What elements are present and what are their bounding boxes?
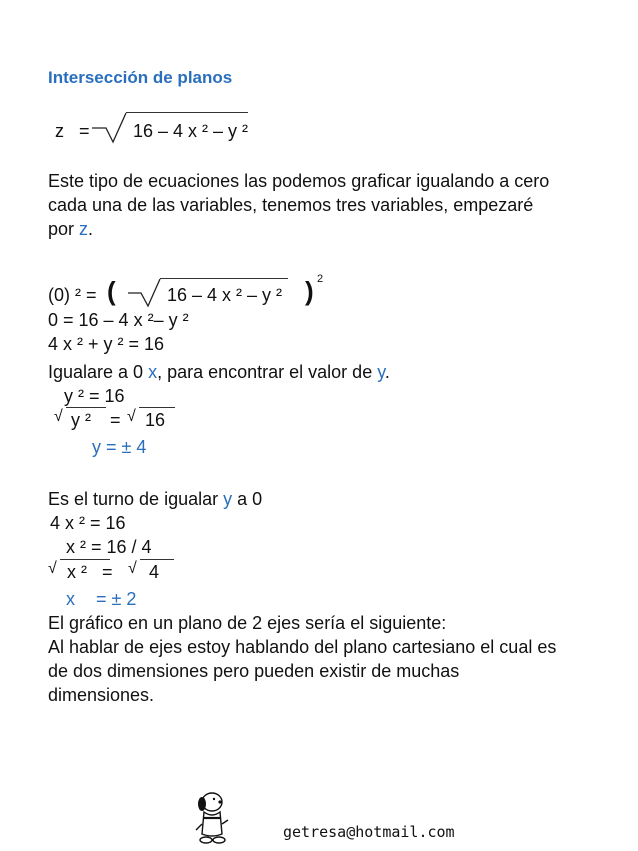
eq1-lhs: z (55, 121, 64, 141)
radical-sign: √ (128, 560, 137, 577)
page-title: Intersección de planos (48, 68, 233, 87)
paragraph-1 (48, 169, 608, 241)
eq12-right: 4 (149, 562, 160, 582)
paragraph-2-line-4: dimensiones. (48, 685, 155, 705)
instruction-text-b: , para encontrar el valor de (157, 362, 378, 382)
paragraph-1-line-3: por (48, 219, 80, 239)
radical-sign (128, 276, 164, 310)
eq11: x ² = 16 / 4 (66, 537, 152, 557)
eq13-result: = ± 2 (96, 589, 137, 609)
instruction-text-a: Igualare a 0 (48, 362, 149, 382)
paragraph-2-line-3: de dos dimensiones pero pueden existir de muchas (48, 661, 460, 681)
eq8-result: y = ± 4 (92, 437, 147, 457)
eq3: 0 = 16 – 4 x ²– y ² (48, 310, 189, 330)
radical-vinculum (140, 559, 174, 560)
eq2-radicand: 16 – 4 x ² – y ² (167, 285, 283, 305)
radical-sign: √ (54, 408, 63, 425)
eq1-equals: = (79, 121, 90, 141)
eq7-right: 16 (145, 410, 166, 430)
footer-email: getresa@hotmail.com (283, 823, 455, 841)
eq2-exponent: 2 (317, 273, 324, 285)
snoopy-illustration-icon (190, 790, 236, 846)
eq2-open-paren: ( (107, 276, 116, 306)
variable-y: y (223, 489, 233, 509)
eq12-equals: = (102, 562, 113, 582)
paragraph-1-line-1: Este tipo de ecuaciones las podemos graficar igualando a cero (48, 171, 550, 191)
radical-vinculum (126, 112, 248, 113)
instruction-line (48, 363, 390, 381)
radical-vinculum (139, 407, 175, 408)
paragraph-2-line-1: El gráfico en un plano de 2 ejes sería el siguiente: (48, 613, 447, 633)
radical-sign: √ (127, 408, 136, 425)
radical-sign: √ (48, 560, 57, 577)
variable-z: z (79, 219, 89, 239)
instruction-text-c: . (384, 362, 390, 382)
radical-vinculum (66, 407, 106, 408)
radical-vinculum (160, 278, 288, 279)
eq4: 4 x ² + y ² = 16 (48, 334, 165, 354)
paragraph-1-period: . (88, 219, 94, 239)
instruction-line (48, 490, 262, 508)
paragraph-2-line-2: Al hablar de ejes estoy hablando del plano cartesiano el cual es (48, 637, 557, 657)
eq6: y ² = 16 (64, 386, 125, 406)
eq7-left: y ² (71, 410, 91, 430)
eq10: 4 x ² = 16 (50, 513, 126, 533)
eq1-radicand: 16 – 4 x ² – y ² (133, 121, 249, 141)
radical-vinculum (60, 559, 110, 560)
variable-y: y (377, 362, 385, 382)
eq2-lhs: (0) ² = (48, 285, 97, 305)
eq13-x: x (66, 589, 75, 609)
eq12-left: x ² (67, 562, 87, 582)
radical-sign (92, 110, 128, 146)
paragraph-2 (48, 611, 608, 707)
instruction-text-a: Es el turno de igualar (48, 489, 224, 509)
instruction-text-b: a 0 (232, 489, 263, 509)
eq7-equals: = (110, 410, 121, 430)
eq2-close-paren: ) (305, 276, 314, 306)
paragraph-1-line-2: cada una de las variables, tenemos tres variables, empezaré (48, 195, 534, 215)
variable-x: x (148, 362, 158, 382)
